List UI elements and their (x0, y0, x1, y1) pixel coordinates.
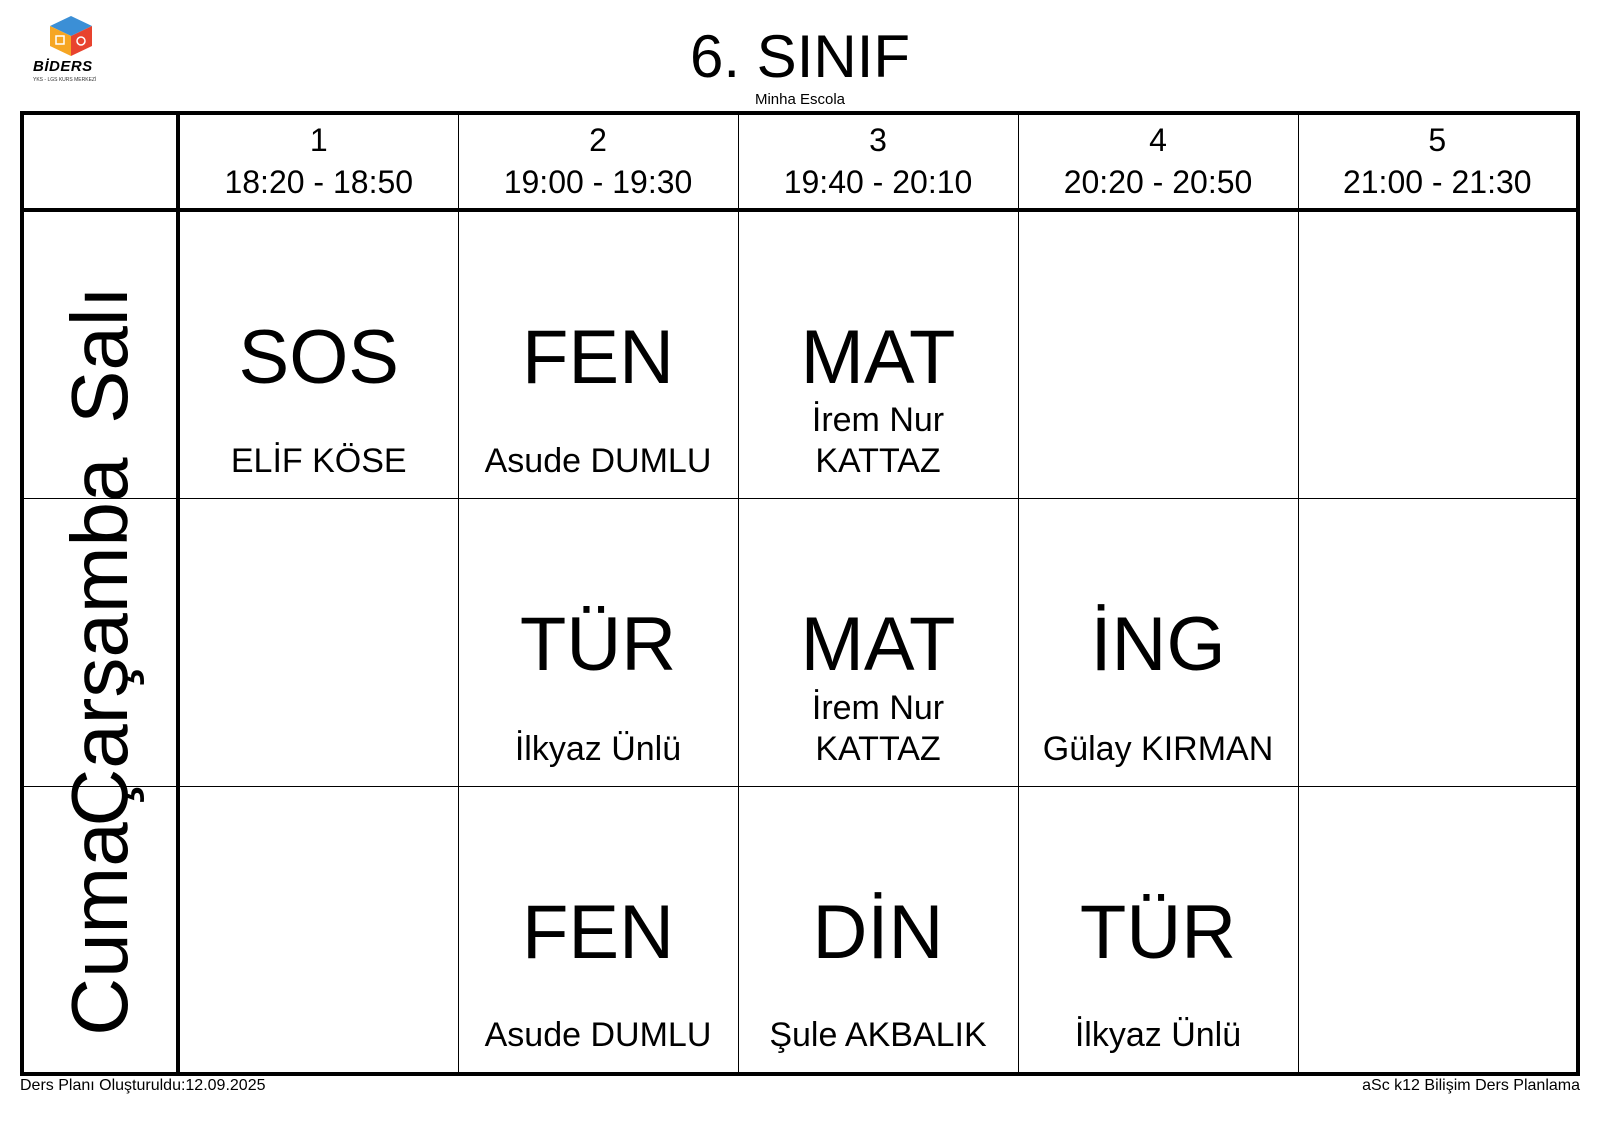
created-date: Ders Planı Oluşturuldu:12.09.2025 (20, 1077, 266, 1094)
lesson-cell (1018, 786, 1298, 1074)
lesson-subject: DİN (812, 889, 944, 975)
day-cell (22, 210, 178, 498)
day-cell (22, 786, 178, 1074)
lesson-subject: İNG (1090, 601, 1226, 687)
day-row-cuma (22, 786, 1578, 1074)
period-number: 2 (589, 121, 607, 158)
lesson-teacher: Asude DUMLU (484, 1016, 712, 1054)
lesson-teacher: Şule AKBALIK (769, 1016, 987, 1054)
period-number: 1 (309, 121, 328, 158)
lesson-subject: TÜR (519, 601, 677, 687)
lesson-subject: FEN (522, 315, 674, 400)
lesson-cell (738, 786, 1018, 1074)
corner-cell (22, 113, 178, 210)
lesson-teacher: İrem Nur KATTAZ (811, 688, 945, 768)
lesson-teacher: İrem Nur KATTAZ (811, 400, 945, 480)
day-cell (22, 457, 178, 827)
lesson-subject: SOS (238, 315, 399, 400)
lesson-teacher: Gülay KIRMAN (1042, 729, 1274, 768)
timetable (20, 111, 1580, 1076)
period-time: 21:00 - 21:30 (1342, 163, 1532, 200)
period-header-1 (178, 113, 458, 210)
day-row-carsamba (22, 498, 1578, 786)
software-credit: aSc k12 Bilişim Ders Planlama (1362, 1077, 1580, 1094)
lesson-cell-empty (1298, 786, 1578, 1074)
period-number: 4 (1149, 121, 1167, 158)
lesson-teacher: Asude DUMLU (484, 441, 712, 480)
period-number: 3 (869, 121, 887, 158)
lesson-teacher: ELİF KÖSE (230, 441, 407, 480)
period-time: 20:20 - 20:50 (1063, 163, 1253, 200)
period-time: 19:40 - 20:10 (783, 163, 973, 200)
lesson-cell (178, 210, 458, 498)
day-label: Çarşamba (55, 457, 144, 827)
lesson-cell-empty (1298, 210, 1578, 498)
lesson-subject: MAT (800, 315, 956, 400)
day-row-sali (22, 210, 1578, 498)
period-time: 18:20 - 18:50 (224, 163, 414, 200)
lesson-subject: MAT (800, 601, 956, 687)
lesson-teacher: İlkyaz Ünlü (514, 729, 682, 768)
day-label: Salı (55, 285, 144, 424)
period-number: 5 (1428, 121, 1447, 158)
lesson-cell-empty (1018, 210, 1298, 498)
period-header-5 (1298, 113, 1578, 210)
lesson-cell (1018, 498, 1298, 786)
logo-tagline: YKS - LGS KURS MERKEZİ (33, 77, 97, 83)
lesson-cell-empty (178, 498, 458, 786)
lesson-cell-empty (178, 786, 458, 1074)
lesson-cell-empty (1298, 498, 1578, 786)
lesson-teacher: İlkyaz Ünlü (1074, 1016, 1242, 1054)
period-header-4 (1018, 113, 1298, 210)
day-label: Cuma (55, 822, 144, 1036)
school-name: Minha Escola (754, 91, 846, 108)
logo-name: BİDERS (33, 58, 93, 75)
lesson-subject: FEN (522, 889, 674, 975)
period-time: 19:00 - 19:30 (503, 163, 693, 200)
period-header-row (22, 113, 1578, 210)
lesson-subject: TÜR (1079, 889, 1237, 975)
page-title: 6. SINIF (689, 23, 911, 90)
period-header-3 (738, 113, 1018, 210)
lesson-cell (458, 210, 738, 498)
lesson-cell (738, 498, 1018, 786)
period-header-2 (458, 113, 738, 210)
lesson-cell (738, 210, 1018, 498)
lesson-cell (458, 498, 738, 786)
lesson-cell (458, 786, 738, 1074)
